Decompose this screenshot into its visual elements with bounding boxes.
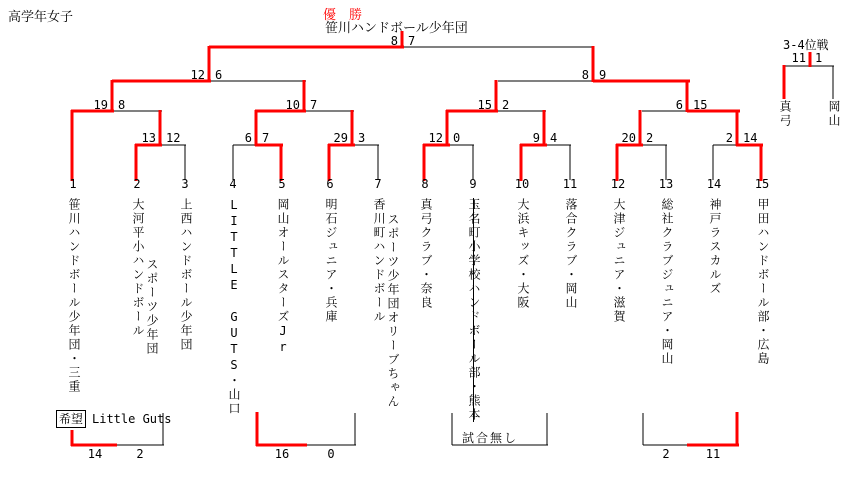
score-r1m4-right: 0: [453, 131, 461, 145]
score-r1m6-left: 20: [621, 131, 636, 145]
wish-box: 希望: [56, 410, 86, 428]
no-match-note: 試合無し: [462, 431, 519, 445]
score-cons2-right: 0: [327, 447, 335, 461]
team-name-12: 大津ジュニア・滋賀: [612, 198, 626, 324]
team-name-4: LITTLE GUTS・山口: [227, 198, 241, 416]
team-number-4: 4: [229, 177, 237, 191]
score-r1m7-right: 14: [743, 131, 758, 145]
score-r1m1-left: 13: [141, 131, 156, 145]
team-name-1: 笹川ハンドボール少年団・三重: [67, 198, 81, 394]
score-r1m1-right: 12: [166, 131, 181, 145]
score-cons2-left: 16: [274, 447, 290, 461]
score-r1m6-right: 2: [646, 131, 654, 145]
score-cons1-right: 2: [136, 447, 144, 461]
score-qf3-right: 2: [502, 98, 510, 112]
score-r1m3-left: 29: [333, 131, 348, 145]
score-r1m2-left: 6: [244, 131, 252, 145]
page-title: 高学年女子: [8, 10, 74, 25]
score-sf1-right: 6: [215, 68, 223, 82]
team-number-13: 13: [658, 177, 674, 191]
champion-label: 優 勝: [323, 8, 363, 23]
team-number-7: 7: [374, 177, 382, 191]
wish-team-label: Little Guts: [92, 412, 172, 426]
score-r1m3-right: 3: [358, 131, 366, 145]
score-cons1-left: 14: [87, 447, 103, 461]
team-name-7: 香川町ハンドボール: [372, 198, 386, 324]
score-qf3-left: 15: [477, 98, 492, 112]
team-number-5: 5: [278, 177, 286, 191]
score-r1m5-left: 9: [532, 131, 540, 145]
third-place-team-right: 岡山: [827, 100, 841, 128]
team-number-2: 2: [133, 177, 141, 191]
score-cons4-right: 11: [705, 447, 721, 461]
score-sf2-right: 9: [599, 68, 607, 82]
score-qf1-left: 19: [93, 98, 108, 112]
team-name-10: 大浜キッズ・大阪: [516, 198, 530, 310]
score-sf2-left: 8: [581, 68, 589, 82]
score-final-left: 8: [390, 34, 398, 48]
score-qf4-right: 15: [693, 98, 708, 112]
score-r1m7-left: 2: [725, 131, 733, 145]
third-place-team-left: 真弓: [778, 100, 792, 128]
score-qf2-left: 10: [285, 98, 300, 112]
team-name-2: 大河平小ハンドボール: [131, 198, 145, 338]
team-name-13: 総社クラブジュニア・岡山: [660, 198, 674, 366]
team-name-11: 落合クラブ・岡山: [564, 198, 578, 310]
team-number-1: 1: [69, 177, 77, 191]
score-qf2-right: 7: [310, 98, 318, 112]
team-name-5: 岡山オールスターズJr: [276, 198, 290, 356]
team-number-15: 15: [754, 177, 770, 191]
team-number-8: 8: [421, 177, 429, 191]
score-r1m2-right: 7: [262, 131, 270, 145]
team-number-3: 3: [181, 177, 189, 191]
team-name-3: 上西ハンドボール少年団: [179, 198, 193, 352]
team-number-6: 6: [326, 177, 334, 191]
score-cons4-left: 2: [662, 447, 670, 461]
team-name-6: 明石ジュニア・兵庫: [324, 198, 338, 324]
team-name-8: 真弓クラブ・奈良: [419, 198, 433, 310]
team-number-9: 9: [469, 177, 477, 191]
score-r1m5-right: 4: [550, 131, 558, 145]
team-number-14: 14: [706, 177, 722, 191]
score-third-left: 11: [791, 51, 806, 65]
team-number-12: 12: [610, 177, 626, 191]
team-name-9-withdrawn: 玉名町小学校ハンドボール部・熊本: [467, 198, 481, 422]
score-third-right: 1: [815, 51, 823, 65]
score-final-right: 7: [408, 34, 416, 48]
score-r1m4-left: 12: [428, 131, 443, 145]
team-name-2-cont: スポーツ少年団: [145, 258, 159, 356]
team-number-10: 10: [514, 177, 530, 191]
team-name-15: 甲田ハンドボール部・広島: [756, 198, 770, 366]
third-place-label: 3-4位戦: [783, 38, 829, 52]
score-sf1-left: 12: [190, 68, 205, 82]
team-name-14: 神戸ラスカルズ: [708, 198, 722, 296]
score-qf1-right: 8: [118, 98, 126, 112]
team-number-11: 11: [562, 177, 578, 191]
score-qf4-left: 6: [675, 98, 683, 112]
champion-team-name: 笹川ハンドボール少年団: [325, 21, 468, 36]
team-name-7-cont: スポーツ少年団オリーブちゃん: [386, 213, 400, 409]
